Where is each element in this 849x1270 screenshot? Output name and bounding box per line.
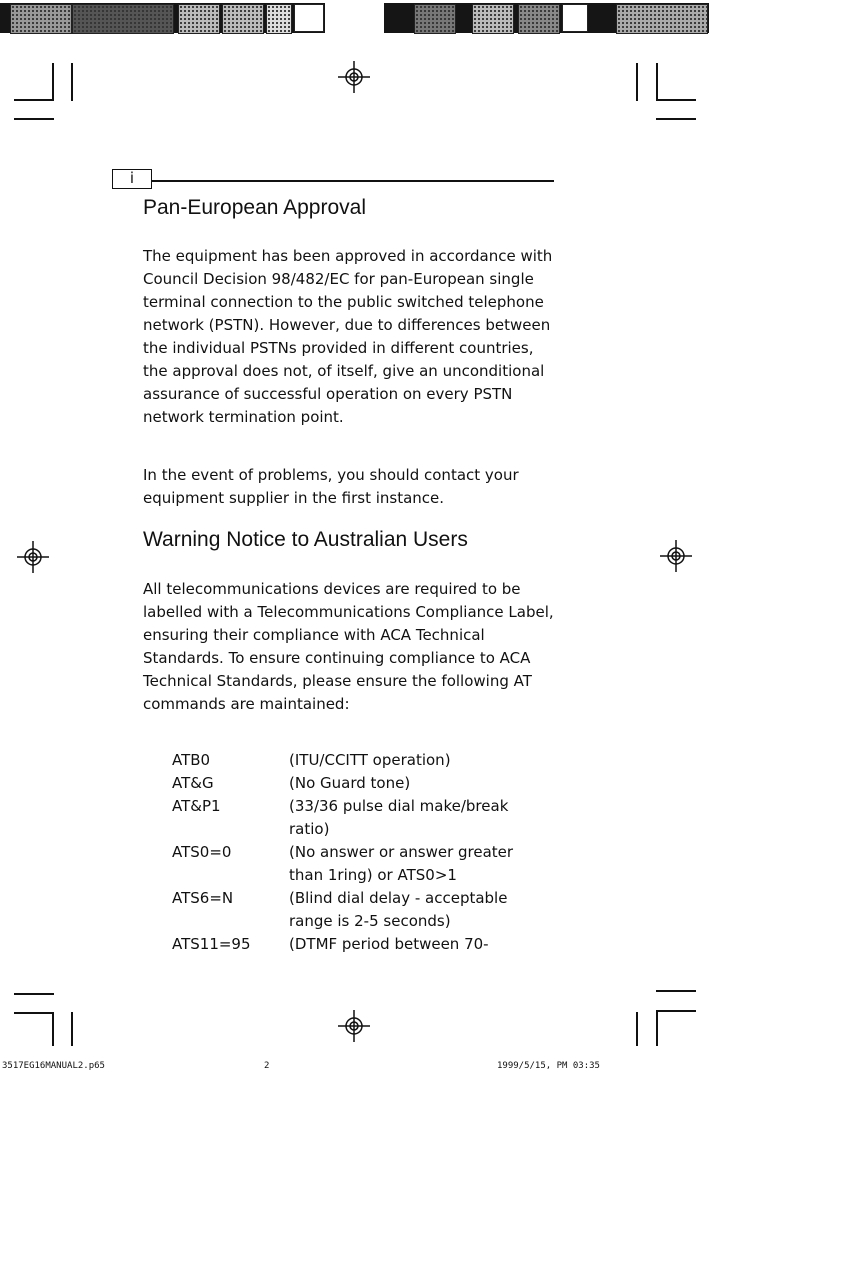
crop-mark [656,1010,696,1012]
table-row [172,887,539,933]
at-command-code: ATS11=95 [172,935,251,953]
at-command-code: AT&G [172,774,214,792]
crop-mark [71,63,73,101]
registration-target-icon [660,540,692,572]
table-row [172,795,539,841]
crop-mark [656,1010,658,1046]
crop-mark [14,993,54,995]
at-command-description: (33/36 pulse dial make/break ratio) [289,797,509,838]
crop-mark [656,99,696,101]
footer-page-number: 2 [264,1061,270,1071]
crop-mark [52,63,54,101]
at-command-description: (ITU/CCITT operation) [289,751,451,769]
at-commands-table [172,749,539,956]
section-heading-pan-european: Pan-European Approval [143,196,366,219]
crop-mark [656,990,696,992]
paragraph-australian-notice: All telecommunications devices are required to be labelled with a Telecommunications Compliance Label, ensuring their compliance with ACA Technical Standards. To ensure continuing compliance to ACA Technical Standards, please ensure the following AT commands are maintained: [143,580,554,713]
registration-strip-right [384,3,709,33]
crop-mark [636,1012,638,1046]
registration-strip-left [0,3,325,33]
table-row [172,933,539,956]
footer-filename: 3517EG16MANUAL2.p65 [2,1061,105,1071]
table-row [172,749,539,772]
crop-mark [14,118,54,120]
table-row [172,772,539,795]
at-command-description: (No Guard tone) [289,774,411,792]
crop-mark [656,118,696,120]
crop-mark [14,99,54,101]
registration-target-icon [338,61,370,93]
crop-mark [52,1012,54,1046]
at-command-code: ATB0 [172,751,211,769]
registration-target-icon [17,541,49,573]
crop-mark [636,63,638,101]
table-row [172,841,539,887]
heading-rule [152,180,554,182]
footer-timestamp: 1999/5/15, PM 03:35 [497,1061,600,1071]
crop-mark [656,63,658,101]
at-command-description: (Blind dial delay - acceptable range is 2-5 seconds) [289,889,508,930]
at-command-description: (No answer or answer greater than 1ring) or ATS0>1 [289,843,514,884]
at-command-code: ATS0=0 [172,843,232,861]
paragraph-problems: In the event of problems, you should contact your equipment supplier in the first instance. [143,466,519,507]
at-command-code: ATS6=N [172,889,234,907]
registration-target-icon [338,1010,370,1042]
crop-mark [71,1012,73,1046]
at-command-code: AT&P1 [172,797,221,815]
crop-mark [14,1012,54,1014]
at-command-description: (DTMF period between 70- [289,935,489,953]
section-heading-australian: Warning Notice to Australian Users [143,528,468,551]
paragraph-approval: The equipment has been approved in accordance with Council Decision 98/482/EC for pan-European single terminal connection to the public switched telephone network (PSTN). However, due to differences between the individual PSTNs provided in different countries, the approval does not, of itself, give an unconditional assurance of successful operation on every PSTN network termination point. [143,247,553,426]
chapter-marker: i [112,169,152,189]
